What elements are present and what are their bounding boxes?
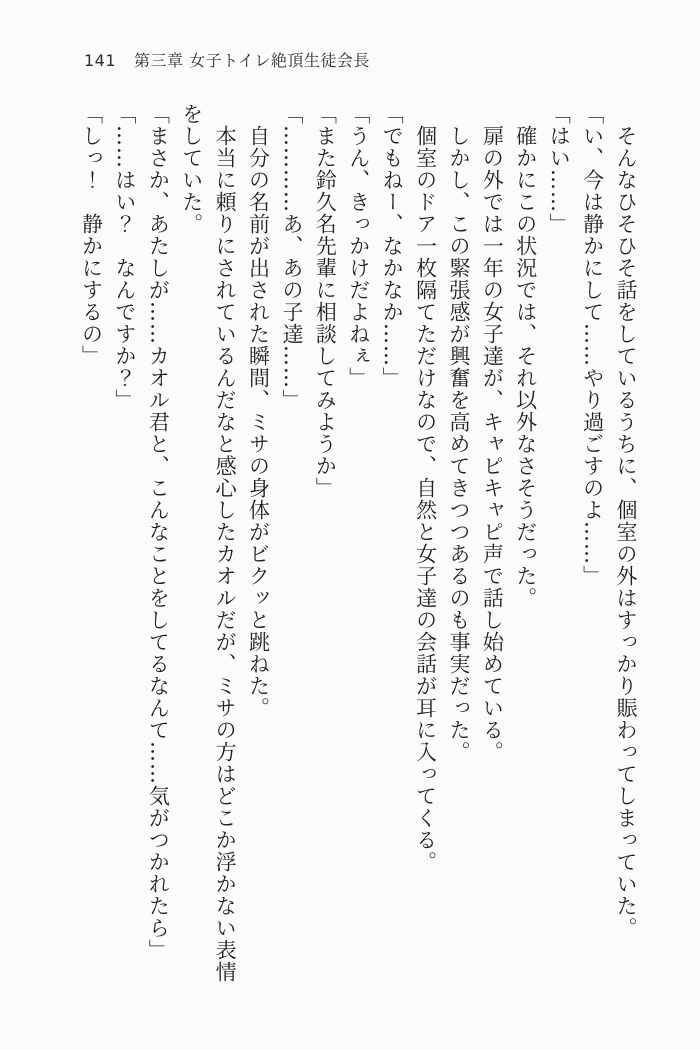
paragraph: 「い、今は静かにして……やり過ごすのよ……」 xyxy=(580,103,605,587)
page-number: 141 xyxy=(84,51,117,70)
paragraph: 「でもねー、なかなか……」 xyxy=(380,103,405,389)
paragraph: 扉の外では一年の女子達が、キャピキャピ声で話し始めている。 xyxy=(480,103,505,763)
paragraph: 「…………あ、あの子達……」 xyxy=(279,103,304,411)
vertical-text-block xyxy=(74,103,642,993)
paragraph: 自分の名前が出された瞬間、ミサの身体がビクッと跳ねた。 xyxy=(246,103,271,719)
paragraph: 個室のドア一枚隔てただけなので、自然と女子達の会話が耳に入ってくる。 xyxy=(413,103,438,873)
paragraph: 「まさか、あたしが……カオル君と、こんなことをしてるなんて……気がつかれたら」 xyxy=(146,103,171,961)
paragraph: しかし、この緊張感が興奮を高めてきつつあるのも事実だった。 xyxy=(446,103,471,763)
paragraph: 「また鈴久名先輩に相談してみようか」 xyxy=(313,103,338,499)
paragraph: 「しっ！ 静かにするの」 xyxy=(79,103,104,367)
paragraph: 「はい……」 xyxy=(547,103,572,235)
chapter-title: 第三章 女子トイレ絶頂生徒会長 xyxy=(134,51,370,70)
paragraph: 確かにこの状況では、それ以外なさそうだった。 xyxy=(513,103,538,609)
running-header xyxy=(84,48,370,71)
paragraph: 本当に頼りにされているんだなと感心したカオルだが、ミサの方はどこか浮かない表情をしていた。 xyxy=(179,103,238,983)
paragraph: 「うん、きっかけだよねぇ」 xyxy=(346,103,371,389)
paragraph: 「……はい？ なんですか？」 xyxy=(112,103,137,411)
paragraph: そんなひそひそ話をしているうちに、個室の外はすっかり賑わってしまっていた。 xyxy=(614,103,638,939)
